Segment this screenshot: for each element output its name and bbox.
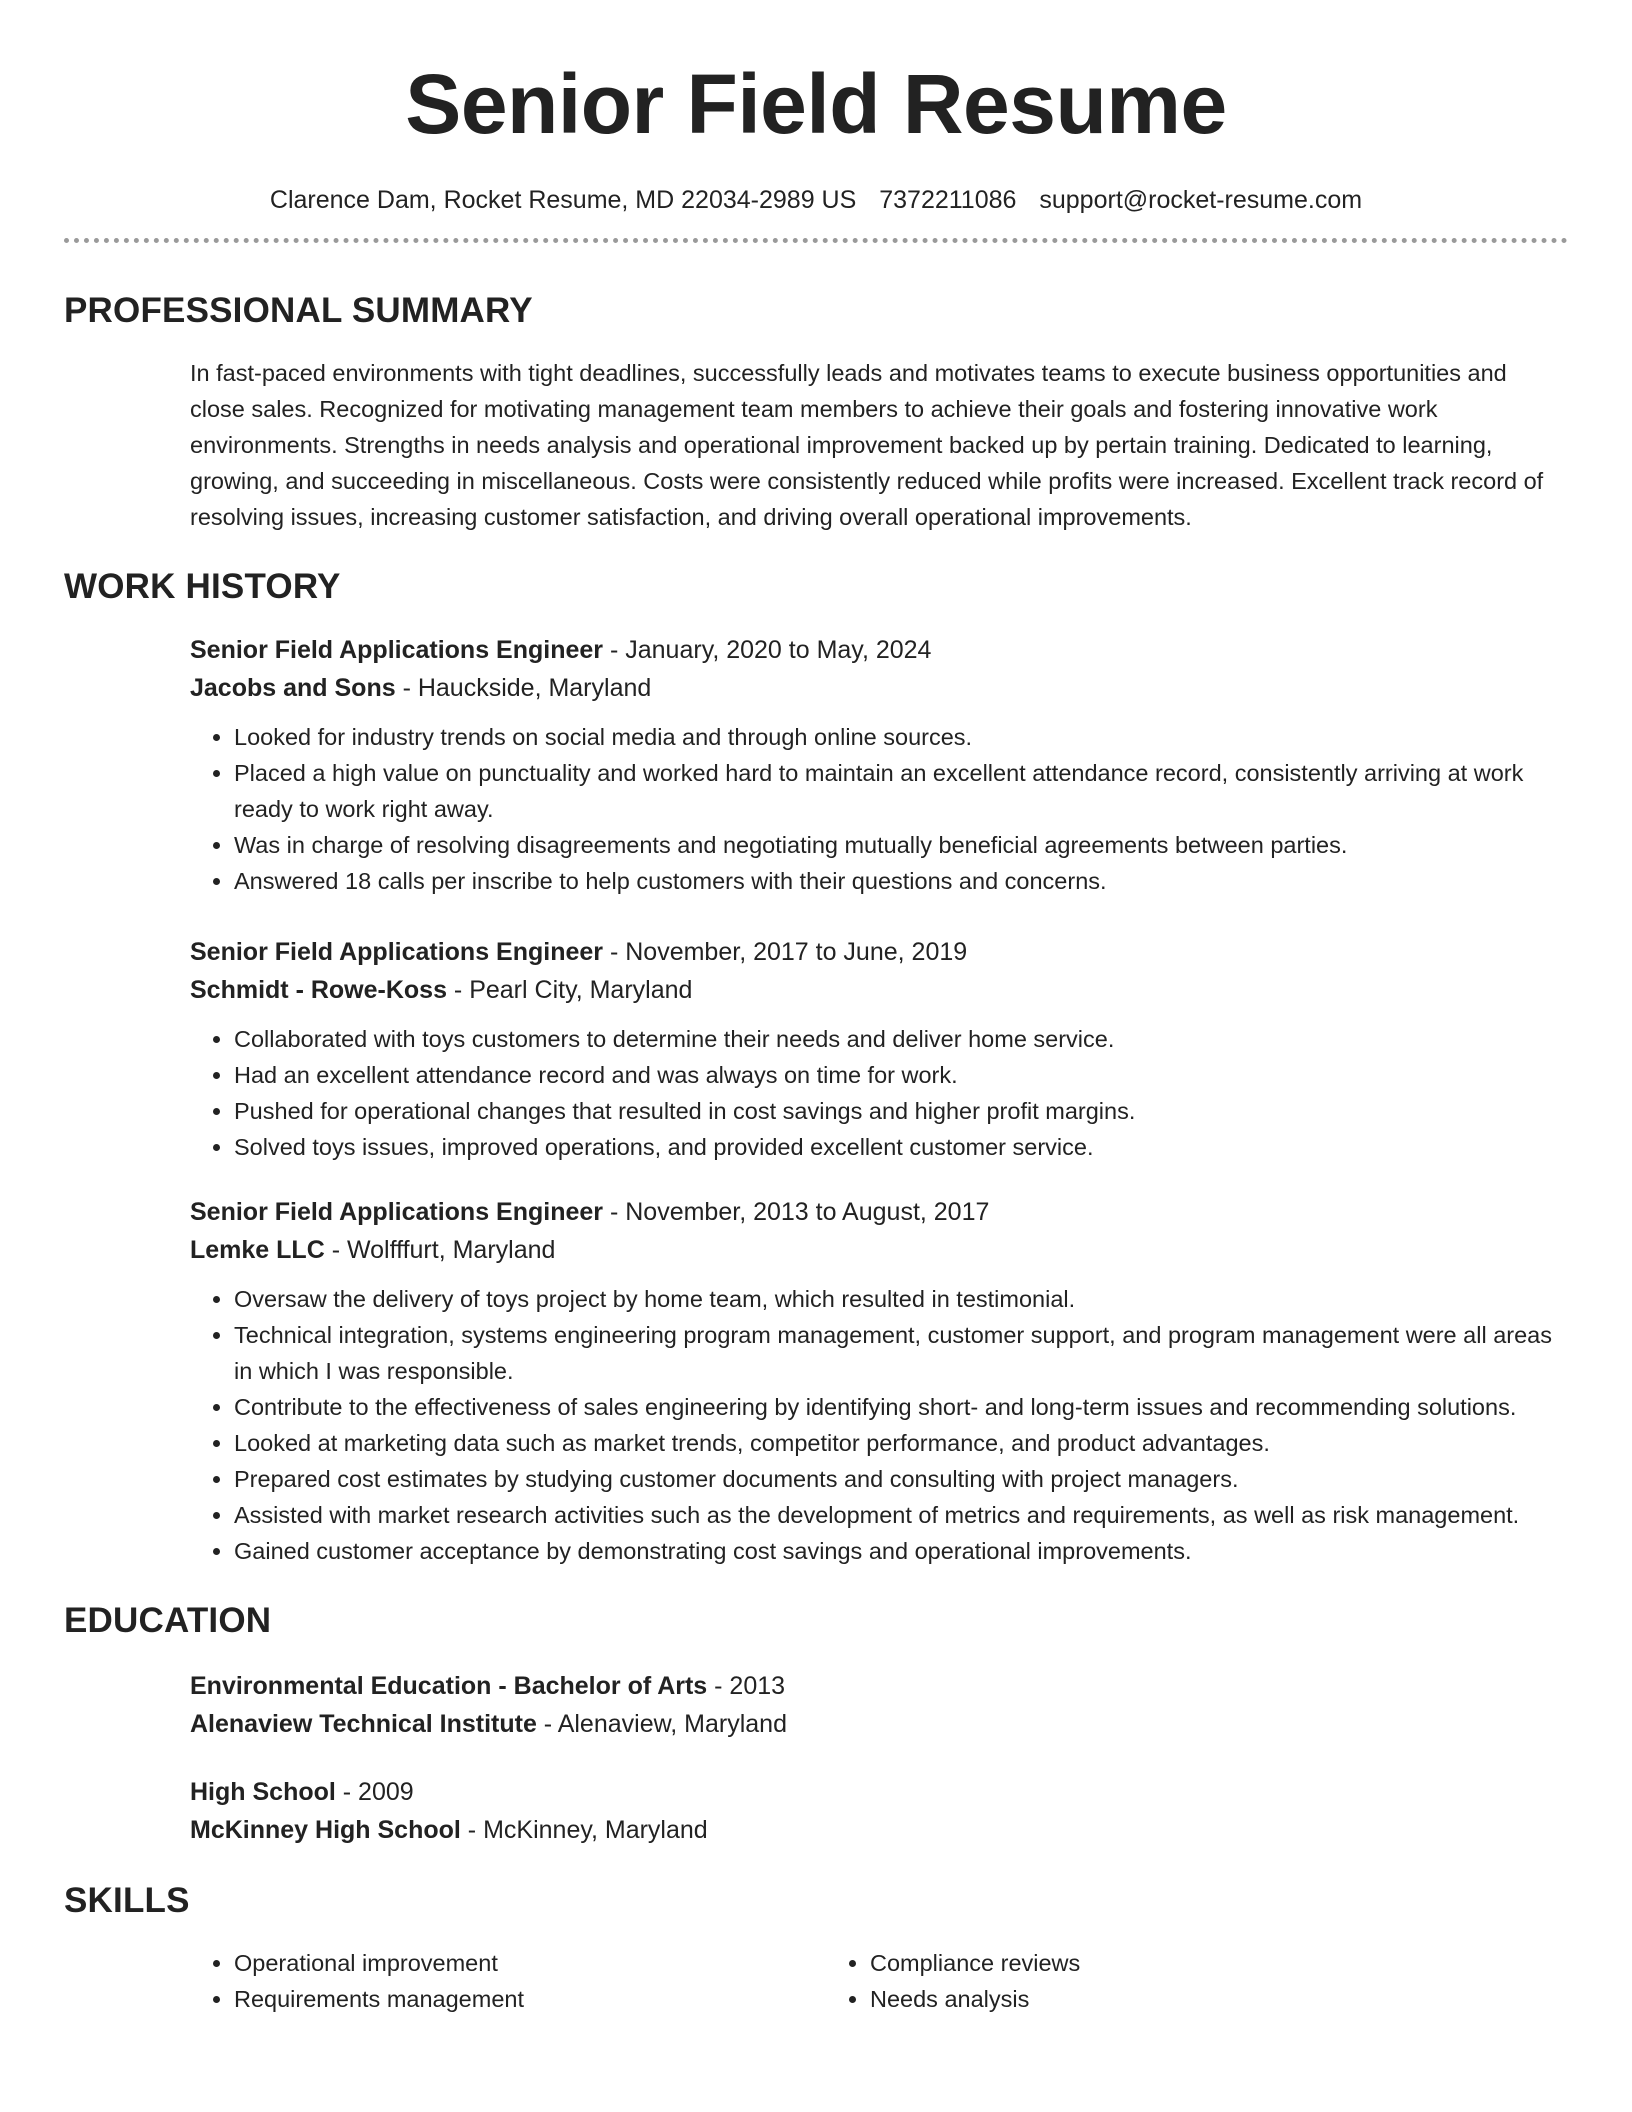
- skill-item: • Requirements management: [234, 1981, 826, 2017]
- education-degree-line: [190, 1667, 1568, 1705]
- job-bullets: [190, 719, 1568, 899]
- job-bullet: • Prepared cost estimates by studying customer documents and consulting with project managers.: [234, 1461, 1568, 1497]
- education-year: - 2013: [707, 1672, 786, 1700]
- job-title: Senior Field Applications Engineer: [190, 1198, 604, 1226]
- section-heading-skills: SKILLS: [64, 1881, 190, 1920]
- job-bullet: • Oversaw the delivery of toys project by home team, which resulted in testimonial.: [234, 1281, 1568, 1317]
- job-entry: [190, 631, 1568, 899]
- job-location: - Wolfffurt, Maryland: [324, 1236, 556, 1264]
- section-heading-work-history: WORK HISTORY: [64, 567, 341, 606]
- job-entry: [190, 1193, 1568, 1569]
- skills-column-right: [826, 1945, 1462, 2017]
- skill-item: • Operational improvement: [234, 1945, 826, 1981]
- job-title: Senior Field Applications Engineer: [190, 938, 604, 966]
- job-bullet: • Had an excellent attendance record and was always on time for work.: [234, 1057, 1568, 1093]
- job-dates: - November, 2013 to August, 2017: [603, 1198, 990, 1226]
- job-title: Senior Field Applications Engineer: [190, 636, 604, 664]
- job-bullet: • Placed a high value on punctuality and worked hard to maintain an excellent attendance record, consistently arriving at work ready to work right away.: [234, 755, 1568, 827]
- skill-item: • Needs analysis: [870, 1981, 1462, 2017]
- education-degree: High School: [190, 1778, 336, 1806]
- job-company: Lemke LLC: [190, 1236, 325, 1264]
- education-school: Alenaview Technical Institute: [190, 1710, 537, 1738]
- header-divider: [64, 238, 1568, 243]
- job-bullet: • Pushed for operational changes that resulted in cost savings and higher profit margins.: [234, 1093, 1568, 1129]
- summary-text: In fast-paced environments with tight deadlines, successfully leads and motivates teams to execute business opportunities and close sales. Recognized for motivating management team members to achieve their goals and fostering innovative work environments. Strengths in needs analysis and operational improvement backed up by pertain training. Dedicated to learning, growing, and succeeding in miscellaneous. Costs were consistently reduced while profits were increased. Excellent track record of resolving issues, increasing customer satisfaction, and driving overall operational improvements.: [190, 360, 1544, 530]
- skills-list: [190, 1945, 1568, 2017]
- skill-item: • Compliance reviews: [870, 1945, 1462, 1981]
- resume-title: Senior Field Resume: [405, 57, 1227, 151]
- job-location: - Hauckside, Maryland: [395, 674, 652, 702]
- job-bullet: • Contribute to the effectiveness of sales engineering by identifying short- and long-term issues and recommending solutions.: [234, 1389, 1568, 1425]
- education-school: McKinney High School: [190, 1816, 461, 1844]
- education-year: - 2009: [335, 1778, 414, 1806]
- job-company-line: [190, 1231, 1568, 1269]
- job-company-line: [190, 669, 1568, 707]
- job-entry: [190, 933, 1568, 1165]
- education-school-line: [190, 1705, 1568, 1743]
- skills-column-left: [190, 1945, 826, 2017]
- job-bullets: [190, 1281, 1568, 1569]
- education-entry: [190, 1667, 1568, 1743]
- job-bullet: • Technical integration, systems engineering program management, customer support, and program management were all areas in which I was responsible.: [234, 1317, 1568, 1389]
- job-title-line: [190, 1193, 1568, 1231]
- job-company: Schmidt - Rowe-Koss: [190, 976, 447, 1004]
- job-dates: - November, 2017 to June, 2019: [603, 938, 968, 966]
- education-degree-line: [190, 1773, 1568, 1811]
- job-bullet: • Assisted with market research activities such as the development of metrics and requirements, as well as risk management.: [234, 1497, 1568, 1533]
- job-dates: - January, 2020 to May, 2024: [603, 636, 932, 664]
- contact-address: Clarence Dam, Rocket Resume, MD 22034-2989 US: [269, 186, 857, 214]
- job-company-line: [190, 971, 1568, 1009]
- education-entry: [190, 1773, 1568, 1849]
- job-bullet: • Solved toys issues, improved operations, and provided excellent customer service.: [234, 1129, 1568, 1165]
- job-title-line: [190, 933, 1568, 971]
- job-bullet: • Answered 18 calls per inscribe to help customers with their questions and concerns.: [234, 863, 1568, 899]
- contact-info: [64, 184, 1568, 216]
- education-location: - McKinney, Maryland: [460, 1816, 708, 1844]
- education-location: - Alenaview, Maryland: [536, 1710, 787, 1738]
- section-heading-education: EDUCATION: [64, 1601, 272, 1640]
- job-bullets: [190, 1021, 1568, 1165]
- section-heading-summary: PROFESSIONAL SUMMARY: [64, 291, 533, 330]
- job-company: Jacobs and Sons: [190, 674, 396, 702]
- education-degree: Environmental Education - Bachelor of Arts: [190, 1672, 708, 1700]
- contact-phone: 7372211086: [879, 186, 1017, 214]
- job-bullet: • Looked for industry trends on social media and through online sources.: [234, 719, 1568, 755]
- job-location: - Pearl City, Maryland: [446, 976, 693, 1004]
- job-bullet: • Looked at marketing data such as market trends, competitor performance, and product advantages.: [234, 1425, 1568, 1461]
- job-bullet: • Collaborated with toys customers to determine their needs and deliver home service.: [234, 1021, 1568, 1057]
- job-title-line: [190, 631, 1568, 669]
- job-bullet: • Was in charge of resolving disagreements and negotiating mutually beneficial agreements between parties.: [234, 827, 1568, 863]
- education-school-line: [190, 1811, 1568, 1849]
- contact-email: support@rocket-resume.com: [1039, 186, 1363, 214]
- job-bullet: • Gained customer acceptance by demonstrating cost savings and operational improvements.: [234, 1533, 1568, 1569]
